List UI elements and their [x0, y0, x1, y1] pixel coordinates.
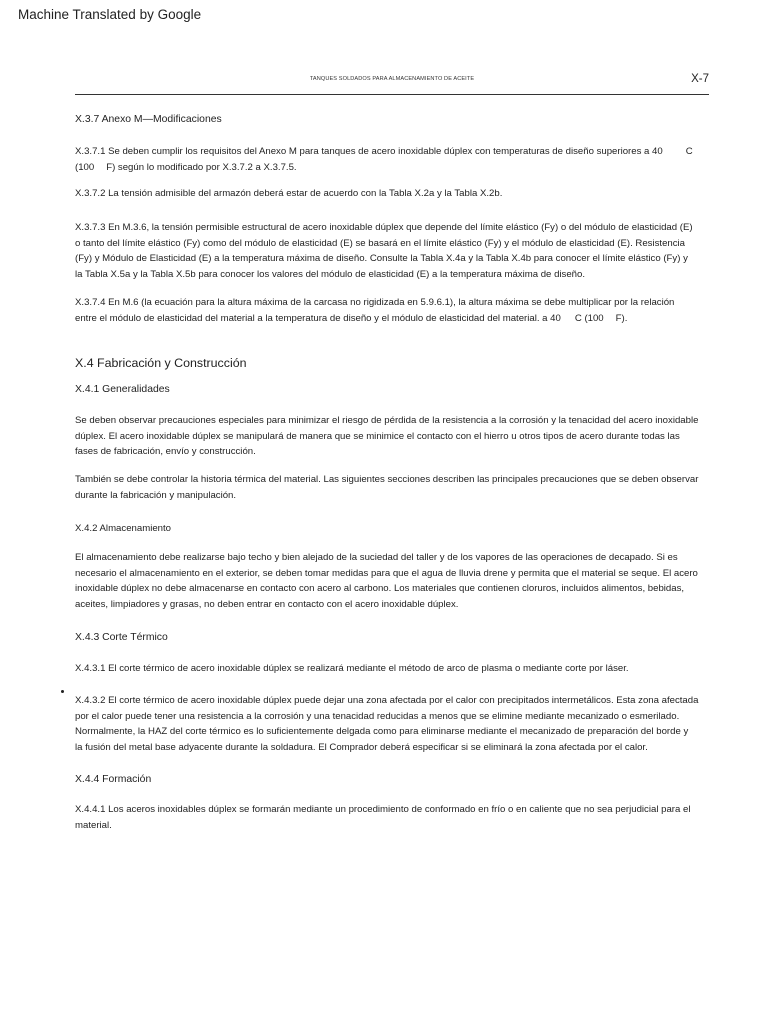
section-heading-x37: X.3.7 Anexo M—Modificaciones	[75, 114, 222, 125]
section-heading-x4: X.4 Fabricación y Construcción	[75, 356, 247, 370]
paragraph-line: inoxidable dúplex no debe almacenarse en contacto con acero al carbono. Los materiales que contienen cloruros, incluidos alimentos, bebidas,	[75, 583, 685, 595]
subsection-heading-x44: X.4.4 Formación	[75, 774, 152, 785]
paragraph-line: (Fy) y Módulo de Elasticidad (E) a la temperatura máxima de diseño. Consulte la Tabla X.4a y la Tabla X.4b para conocer el límite elástico (Fy) y	[75, 253, 688, 265]
paragraph-line: El almacenamiento debe realizarse bajo techo y bien alejado de la suciedad del taller y de los vapores de las operaciones de decapado. Si es	[75, 552, 678, 563]
paragraph-line: la fusión del metal base adyacente durante la soldadura. El Comprador deberá especificar si se eliminará la zona afectada por el calor.	[75, 741, 648, 753]
paragraph-line: durante la fabricación y manipulación.	[75, 489, 237, 501]
subsection-heading-x43: X.4.3 Corte Térmico	[75, 632, 168, 643]
paragraph-line: por el calor puede tener una resistencia a la corrosión y una tenacidad reducidas a menos que se elimine mediante mecanizado o esmerilado.	[75, 710, 680, 722]
paragraph-line: Normalmente, la HAZ del corte térmico es lo suficientemente delgada como para eliminarse mediante el mecanizado de preparación del borde y	[75, 726, 689, 738]
paragraph-x441	[75, 802, 713, 833]
page-number: X-7	[691, 73, 709, 85]
paragraph-line: necesario el almacenamiento en el exterior, se deben tomar medidas para que el agua de lluvia drene y permita que el material se seque. El acero	[75, 567, 698, 579]
paragraph-x432	[75, 693, 713, 755]
paragraph-line: fases de fabricación, envío y construcción.	[75, 446, 256, 458]
paragraph-x41-2	[75, 472, 713, 503]
paragraph-x431: X.4.3.1 El corte térmico de acero inoxidable dúplex se realizará mediante el método de arco de plasma o mediante corte por láser.	[75, 663, 629, 674]
paragraph-x371	[75, 144, 713, 175]
paragraph-x372: X.3.7.2 La tensión admisible del armazón deberá estar de acuerdo con la Tabla X.2a y la Tabla X.2b.	[75, 188, 503, 199]
paragraph-x373	[75, 220, 713, 282]
paragraph-line: Se deben observar precauciones especiales para minimizar el riesgo de pérdida de la resistencia a la corrosión y la tenacidad del acero inoxidable	[75, 415, 699, 426]
paragraph-line: entre el módulo de elasticidad del material a la temperatura de diseño y el módulo de elasticidad del material. a 40 C (100 F).	[75, 312, 628, 324]
paragraph-line: X.3.7.3 En M.3.6, la tensión permisible estructural de acero inoxidable dúplex que depende del límite elástico (Fy) o del módulo de elasticidad (E)	[75, 222, 693, 233]
paragraph-line: (100 F) según lo modificado por X.3.7.2 a X.3.7.5.	[75, 161, 297, 173]
paragraph-x41-1	[75, 413, 713, 460]
paragraph-line: aceites, limpiadores y grasas, no deben entrar en contacto con el acero inoxidable dúplex.	[75, 598, 459, 610]
paragraph-line: dúplex. El acero inoxidable dúplex se manipulará de manera que se minimice el contacto con el hierro u otros tipos de acero durante todas las	[75, 430, 680, 442]
paragraph-x42	[75, 550, 713, 612]
paragraph-line: También se debe controlar la historia térmica del material. Las siguientes secciones describen las principales precauciones que se deben observar	[75, 474, 699, 485]
paragraph-line: X.4.3.2 El corte térmico de acero inoxidable dúplex puede dejar una zona afectada por el calor con precipitados intermetálicos. Esta zona afectada	[75, 695, 699, 706]
running-header	[75, 74, 709, 95]
subsection-heading-x41: X.4.1 Generalidades	[75, 384, 170, 395]
paragraph-line: X.4.4.1 Los aceros inoxidables dúplex se formarán mediante un procedimiento de conformado en frío o en caliente que no sea perjudicial para el	[75, 804, 691, 815]
paragraph-line: material.	[75, 819, 112, 831]
paragraph-line: o tanto del límite elástico (Fy) como del módulo de elasticidad (E) se basará en el límite elástico (Fy) y el módulo de elasticidad (E). Resistencia	[75, 237, 686, 249]
bullet-dot	[61, 690, 64, 693]
paragraph-line: X.3.7.1 Se deben cumplir los requisitos del Anexo M para tanques de acero inoxidable dúplex con temperaturas de diseño superiores a 40 C	[75, 146, 693, 157]
paragraph-line: X.3.7.4 En M.6 (la ecuación para la altura máxima de la carcasa no rigidizada en 5.9.6.1), la altura máxima se debe multiplicar por la relación	[75, 297, 675, 308]
paragraph-line: la Tabla X.5a y la Tabla X.5b para conocer los valores del módulo de elasticidad (E) a la temperatura máxima de diseño.	[75, 268, 585, 280]
machine-translation-banner: Machine Translated by Google	[18, 7, 202, 22]
paragraph-x374	[75, 295, 713, 326]
running-title: TANQUES SOLDADOS PARA ALMACENAMIENTO DE ACEITE	[309, 76, 475, 82]
subsection-heading-x42: X.4.2 Almacenamiento	[75, 523, 171, 534]
